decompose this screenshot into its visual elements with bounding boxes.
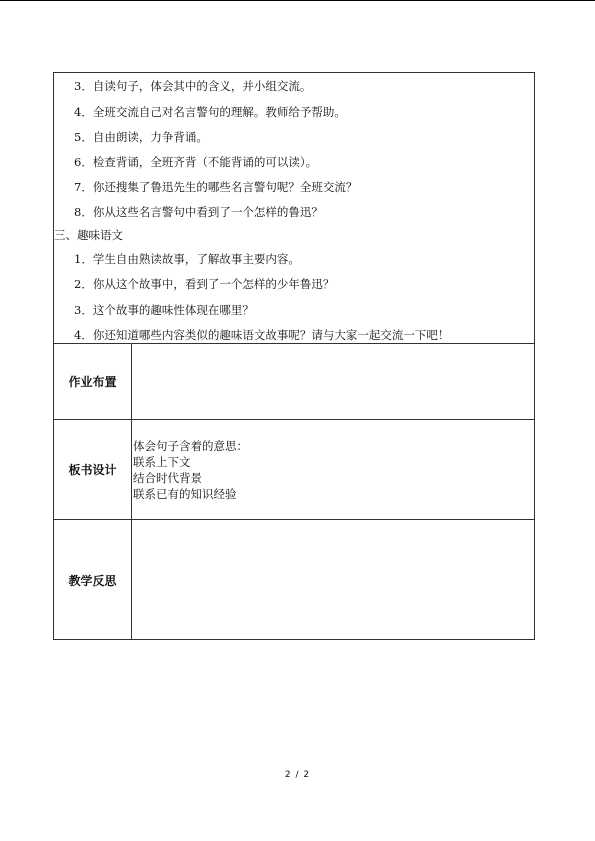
- process-step-5: 5．自由朗读，力争背诵。: [74, 130, 208, 144]
- page-top-rule: [0, 0, 595, 1]
- fun-step-2: 2．你从这个故事中，看到了一个怎样的少年鲁迅？: [74, 277, 335, 291]
- teaching-process-cell: [54, 73, 534, 343]
- row-divider-reflection: [54, 519, 534, 520]
- process-step-6: 6．检查背诵，全班齐背（不能背诵的可以读）。: [74, 155, 318, 169]
- board-line-4: 联系已有的知识经验: [133, 487, 237, 501]
- lesson-plan-table: [53, 72, 535, 640]
- process-step-7: 7．你还搜集了鲁迅先生的哪些名言警句呢？全班交流？: [74, 180, 358, 194]
- board-line-1: 体会句子含着的意思：: [133, 439, 248, 453]
- page-number: 2 / 2: [284, 770, 311, 780]
- board-line-2: 联系上下文: [133, 455, 191, 469]
- reflection-content: [134, 522, 532, 636]
- row-divider-board: [54, 419, 534, 420]
- homework-content: [134, 345, 532, 417]
- board-design-label: 板书设计: [68, 463, 117, 477]
- fun-step-4: 4．你还知道哪些内容类似的趣味语文故事呢？请与大家一起交流一下吧！: [74, 328, 450, 342]
- reflection-label: 教学反思: [68, 574, 117, 588]
- process-step-8: 8．你从这些名言警句中看到了一个怎样的鲁迅？: [74, 205, 323, 219]
- fun-step-3: 3．这个故事的趣味性体现在哪里？: [74, 303, 254, 317]
- process-step-4: 4．全班交流自己对名言警句的理解。教师给予帮助。: [74, 105, 346, 119]
- process-step-3: 3．自读句子，体会其中的含义，并小组交流。: [74, 79, 312, 93]
- section-heading: 三、趣味语文: [54, 228, 123, 242]
- label-column-divider: [131, 343, 132, 639]
- board-line-3: 结合时代背景: [133, 471, 202, 485]
- homework-label: 作业布置: [68, 375, 117, 389]
- row-divider-homework: [54, 343, 534, 344]
- fun-step-1: 1．学生自由熟读故事，了解故事主要内容。: [74, 252, 300, 266]
